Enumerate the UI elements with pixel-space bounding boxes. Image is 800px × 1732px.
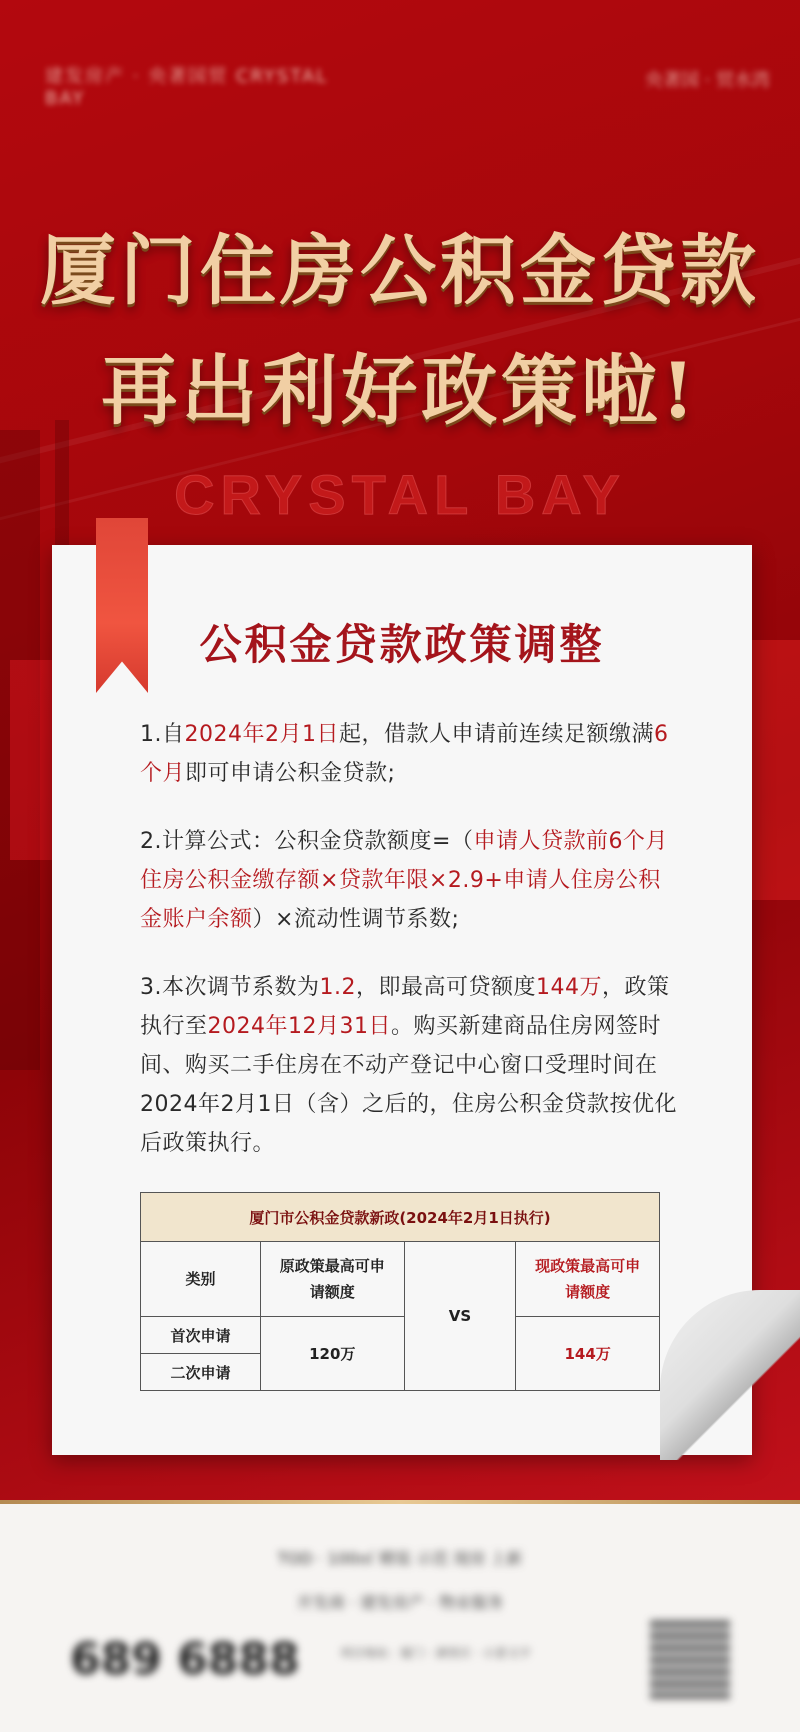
footer-tagline: TOD · 100㎡ 精装 示范 现房 上新 <box>277 1549 523 1568</box>
section-title: 公积金贷款政策调整 <box>199 620 605 669</box>
text: ）×流动性调节系数; <box>252 907 460 932</box>
policy-comparison-table <box>140 1192 660 1391</box>
text: 2.计算公式：公积金贷款额度=（ <box>140 829 474 854</box>
policy-item-2 <box>140 822 680 939</box>
top-bar <box>0 0 800 150</box>
footer-address: 项目地址：厦门 · 湖里区 · 示意文字 <box>340 1646 531 1660</box>
footer <box>0 1504 800 1732</box>
header-old-policy: 原政策最高可申请额度 <box>260 1242 404 1317</box>
text: 1.自 <box>140 722 185 747</box>
qr-code-icon <box>650 1619 730 1699</box>
row-second-application: 二次申请 <box>141 1354 261 1391</box>
text: 。购买新建商品住房网签时间、购买二手住房在不动产登记中心窗口受理时间在2024年2月1日（含）之后的，住房公积金贷款按优化后政策执行。 <box>140 1014 677 1156</box>
header-category: 类别 <box>141 1242 261 1317</box>
row-first-application: 首次申请 <box>141 1317 261 1354</box>
headline-line-2: 再出利好政策啦! <box>101 346 699 435</box>
highlight-max-amount: 144万 <box>536 975 603 1000</box>
text: 3.本次调节系数为 <box>140 975 320 1000</box>
text: 起，借款人申请前连续足额缴满 <box>338 722 654 747</box>
brand-watermark: CRYSTAL BAY <box>174 463 626 526</box>
footer-phone: 689 6888 <box>70 1634 300 1685</box>
highlight-date: 2024年2月1日 <box>184 722 339 747</box>
highlight-coefficient: 1.2 <box>319 975 356 1000</box>
header-new-policy: 现政策最高可申请额度 <box>516 1242 660 1317</box>
highlight-end-date: 2024年12月31日 <box>207 1014 391 1039</box>
highlight-formula: 申请人贷款前6个月住房公积金缴存额×贷款年限×2.9+申请人住房公积金账户余额 <box>140 829 668 932</box>
table-title: 厦门市公积金贷款新政(2024年2月1日执行) <box>141 1193 660 1242</box>
headline-line-1: 厦门住房公积金贷款 <box>40 226 760 315</box>
brand-logo: 建发房产 · 央著国贸 CRYSTAL BAY <box>45 66 329 109</box>
text: 即可申请公积金贷款; <box>185 761 396 786</box>
vs-label: VS <box>404 1242 516 1391</box>
footer-developer: 开发商 · 建发房产 · 物业服务 <box>296 1593 504 1612</box>
text: ，政策执行至 <box>140 975 670 1039</box>
policy-item-1 <box>140 715 680 793</box>
old-policy-value: 120万 <box>260 1317 404 1391</box>
text: ，即最高可贷额度 <box>356 975 537 1000</box>
new-policy-value: 144万 <box>516 1317 660 1391</box>
brand-tagline: 央著国 · 贸水湾 <box>644 70 770 91</box>
policy-item-3 <box>140 968 680 1163</box>
highlight-months: 6个月 <box>140 722 669 786</box>
